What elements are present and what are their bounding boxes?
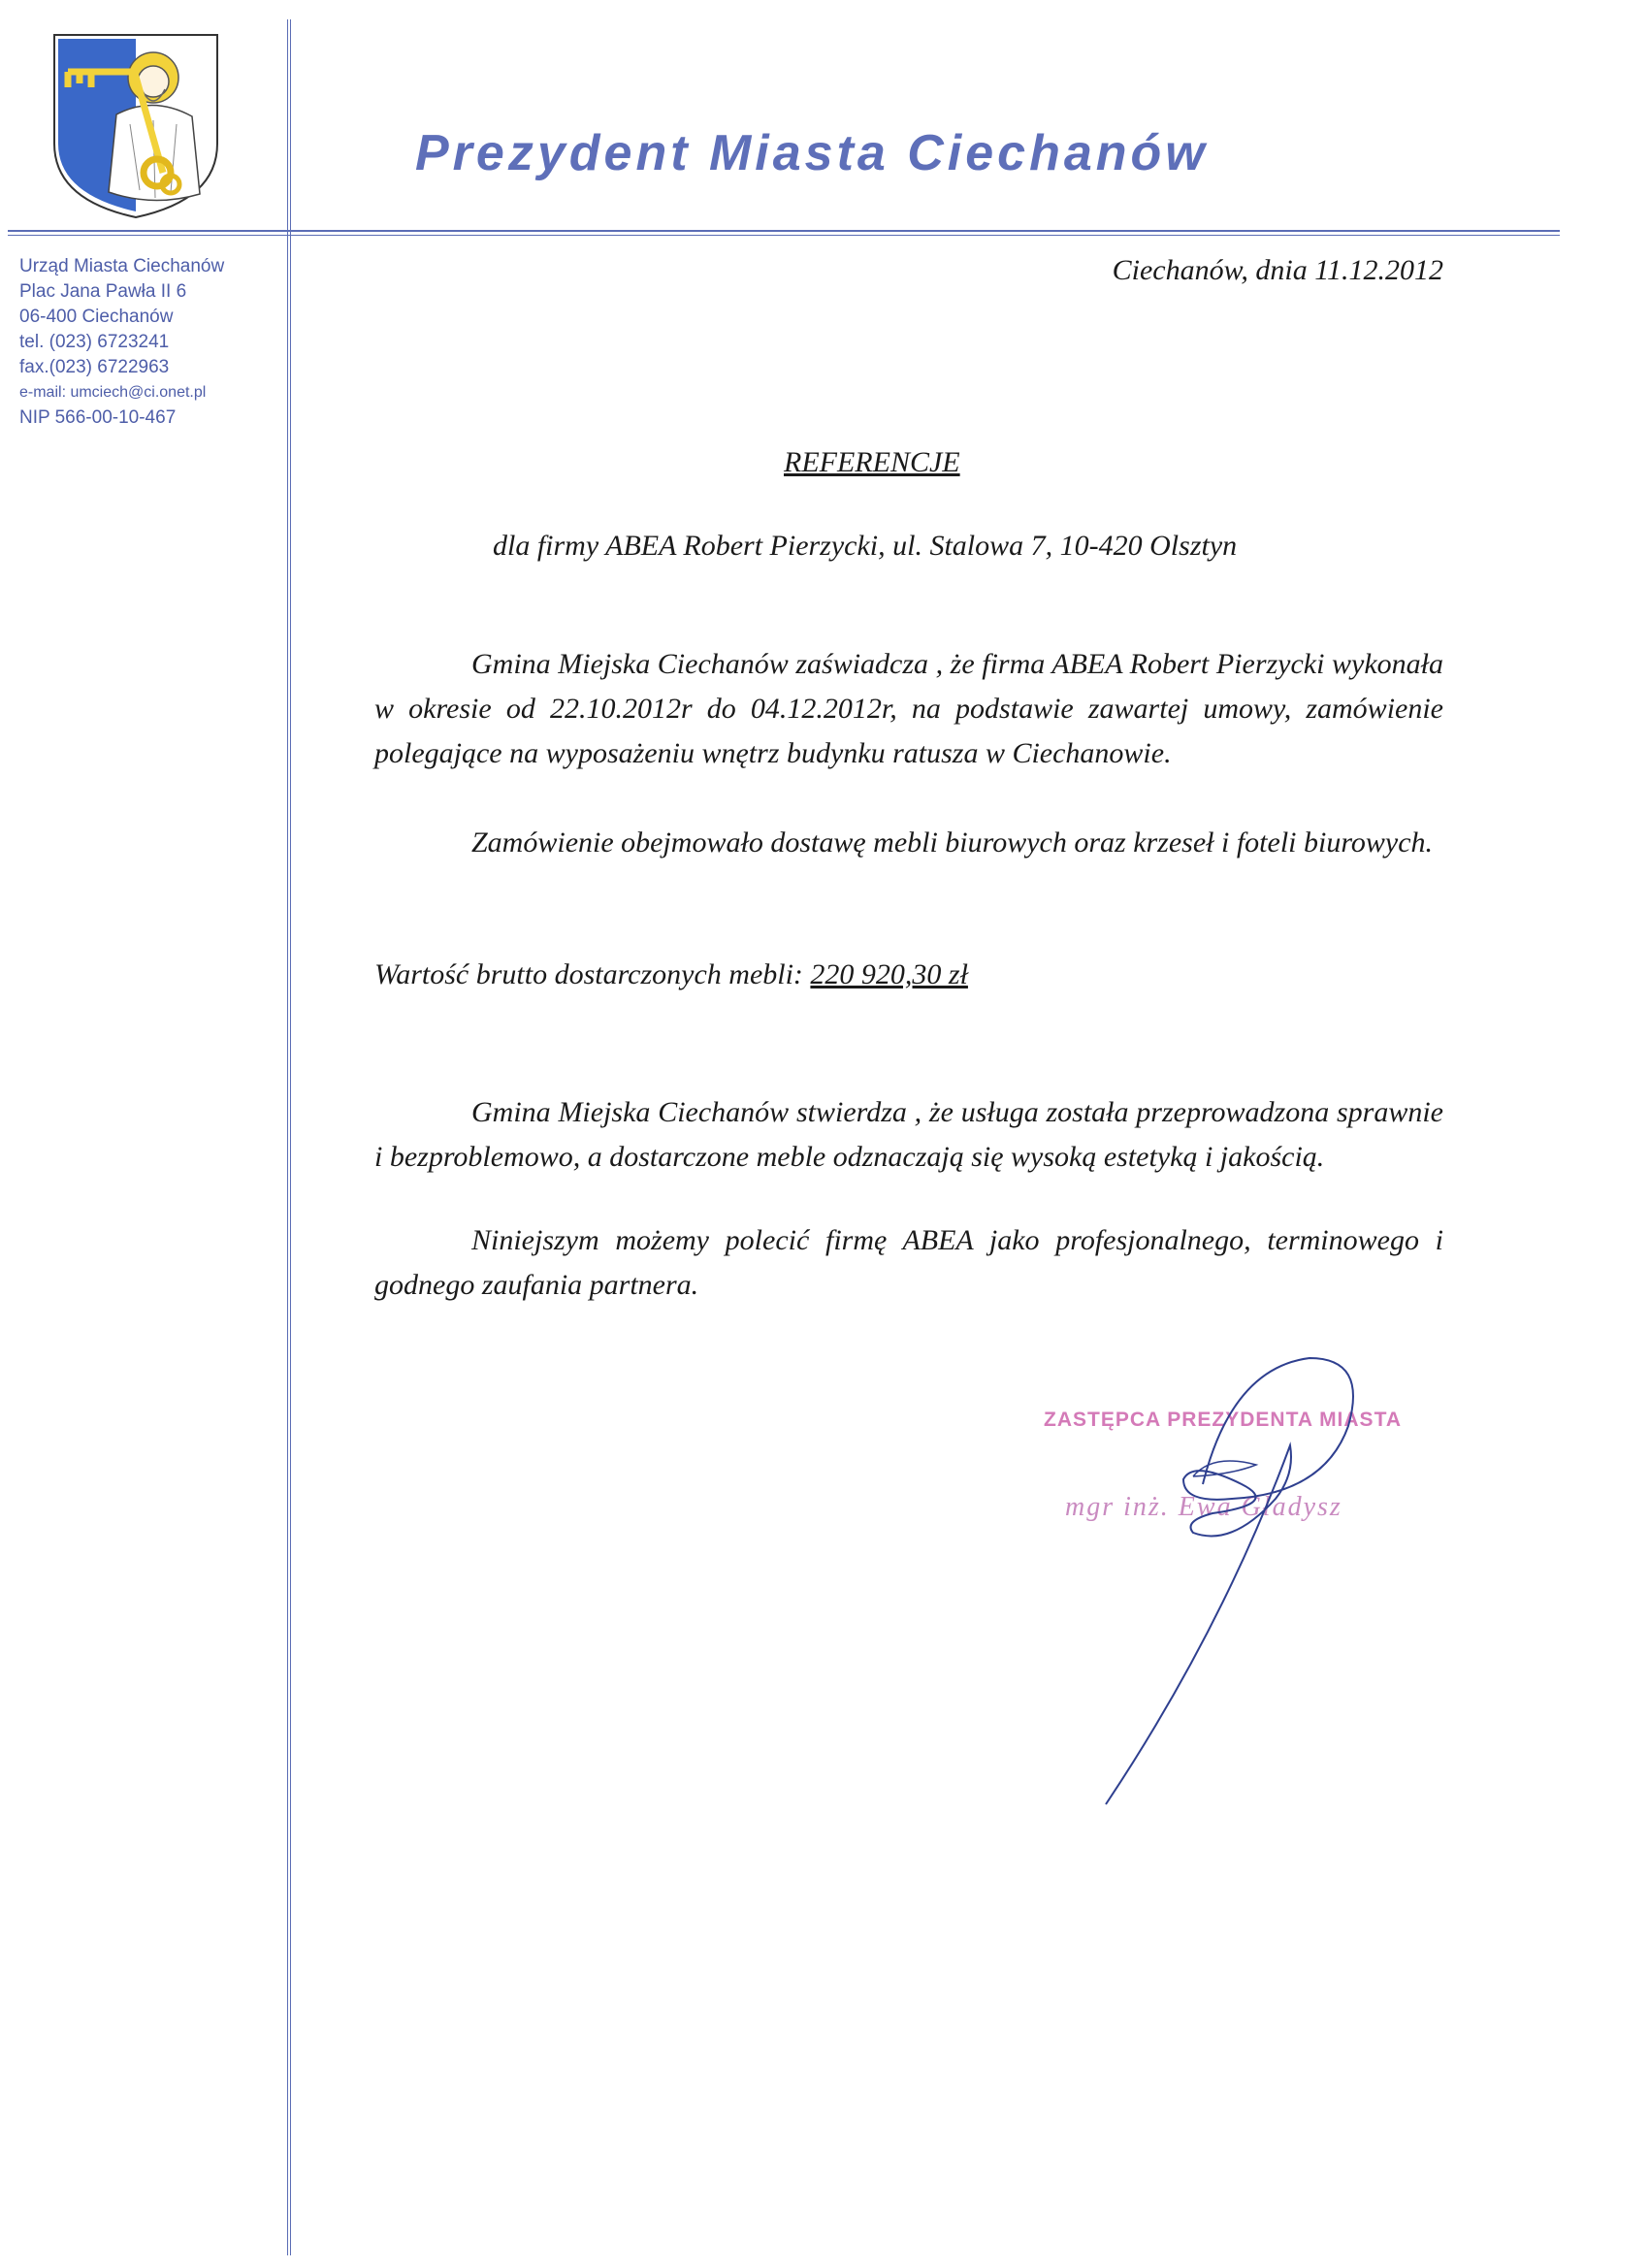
stamp-title: ZASTĘPCA PREZYDENTA MIASTA: [1044, 1409, 1403, 1431]
letterhead-horizontal-rule: [8, 230, 1560, 236]
recipient-line: dla firmy ABEA Robert Pierzycki, ul. Stalowa 7, 10-420 Olsztyn: [493, 530, 1238, 562]
sender-postal-city: 06-400 Ciechanów: [19, 307, 174, 327]
body-paragraph-2: Zamówienie obejmowało dostawę mebli biurowych oraz krzeseł i foteli biurowych.: [471, 826, 1434, 859]
stamp-name: mgr inż. Ewa Gładysz: [1065, 1492, 1342, 1522]
sender-fax: fax.(023) 6722963: [19, 357, 170, 377]
value-label: Wartość brutto dostarczonych mebli:: [374, 958, 803, 990]
sender-email: e-mail: umciech@ci.onet.pl: [19, 384, 207, 401]
document-heading: REFERENCJE: [784, 446, 960, 478]
coat-of-arms-icon: [48, 27, 223, 221]
sender-address-block: [19, 254, 272, 431]
sender-nip: NIP 566-00-10-467: [19, 407, 177, 428]
body-paragraph-1: Gmina Miejska Ciechanów zaświadcza , że firma ABEA Robert Pierzycki wykonała w okresie od 22.10.2012r do 04.12.2012r, na podstawie zawartej umowy, zamówienie polegające na wyposażeniu wnętrz budynku ratusza w Ciechanowie.: [374, 648, 1443, 769]
body-paragraph-5: Niniejszym możemy polecić firmę ABEA jako profesjonalnego, terminowego i godnego zaufania partnera.: [374, 1224, 1443, 1301]
value-amount: 220 920,30 zł: [810, 958, 968, 990]
body-paragraph-4: Gmina Miejska Ciechanów stwierdza , że usługa została przeprowadzona sprawnie i bezproblemowo, a dostarczone meble odznaczają się wysoką estetyką i jakością.: [374, 1096, 1443, 1173]
sender-street: Plac Jana Pawła II 6: [19, 281, 187, 302]
place-date: Ciechanów, dnia 11.12.2012: [1112, 254, 1443, 286]
sender-office: Urząd Miasta Ciechanów: [19, 256, 225, 276]
letterhead-vertical-rule: [287, 19, 291, 2255]
sender-phone: tel. (023) 6723241: [19, 332, 170, 352]
value-line: [374, 958, 968, 991]
letterhead-title: Prezydent Miasta Ciechanów: [415, 125, 1209, 181]
handwritten-signature-icon: [1086, 1339, 1397, 1814]
